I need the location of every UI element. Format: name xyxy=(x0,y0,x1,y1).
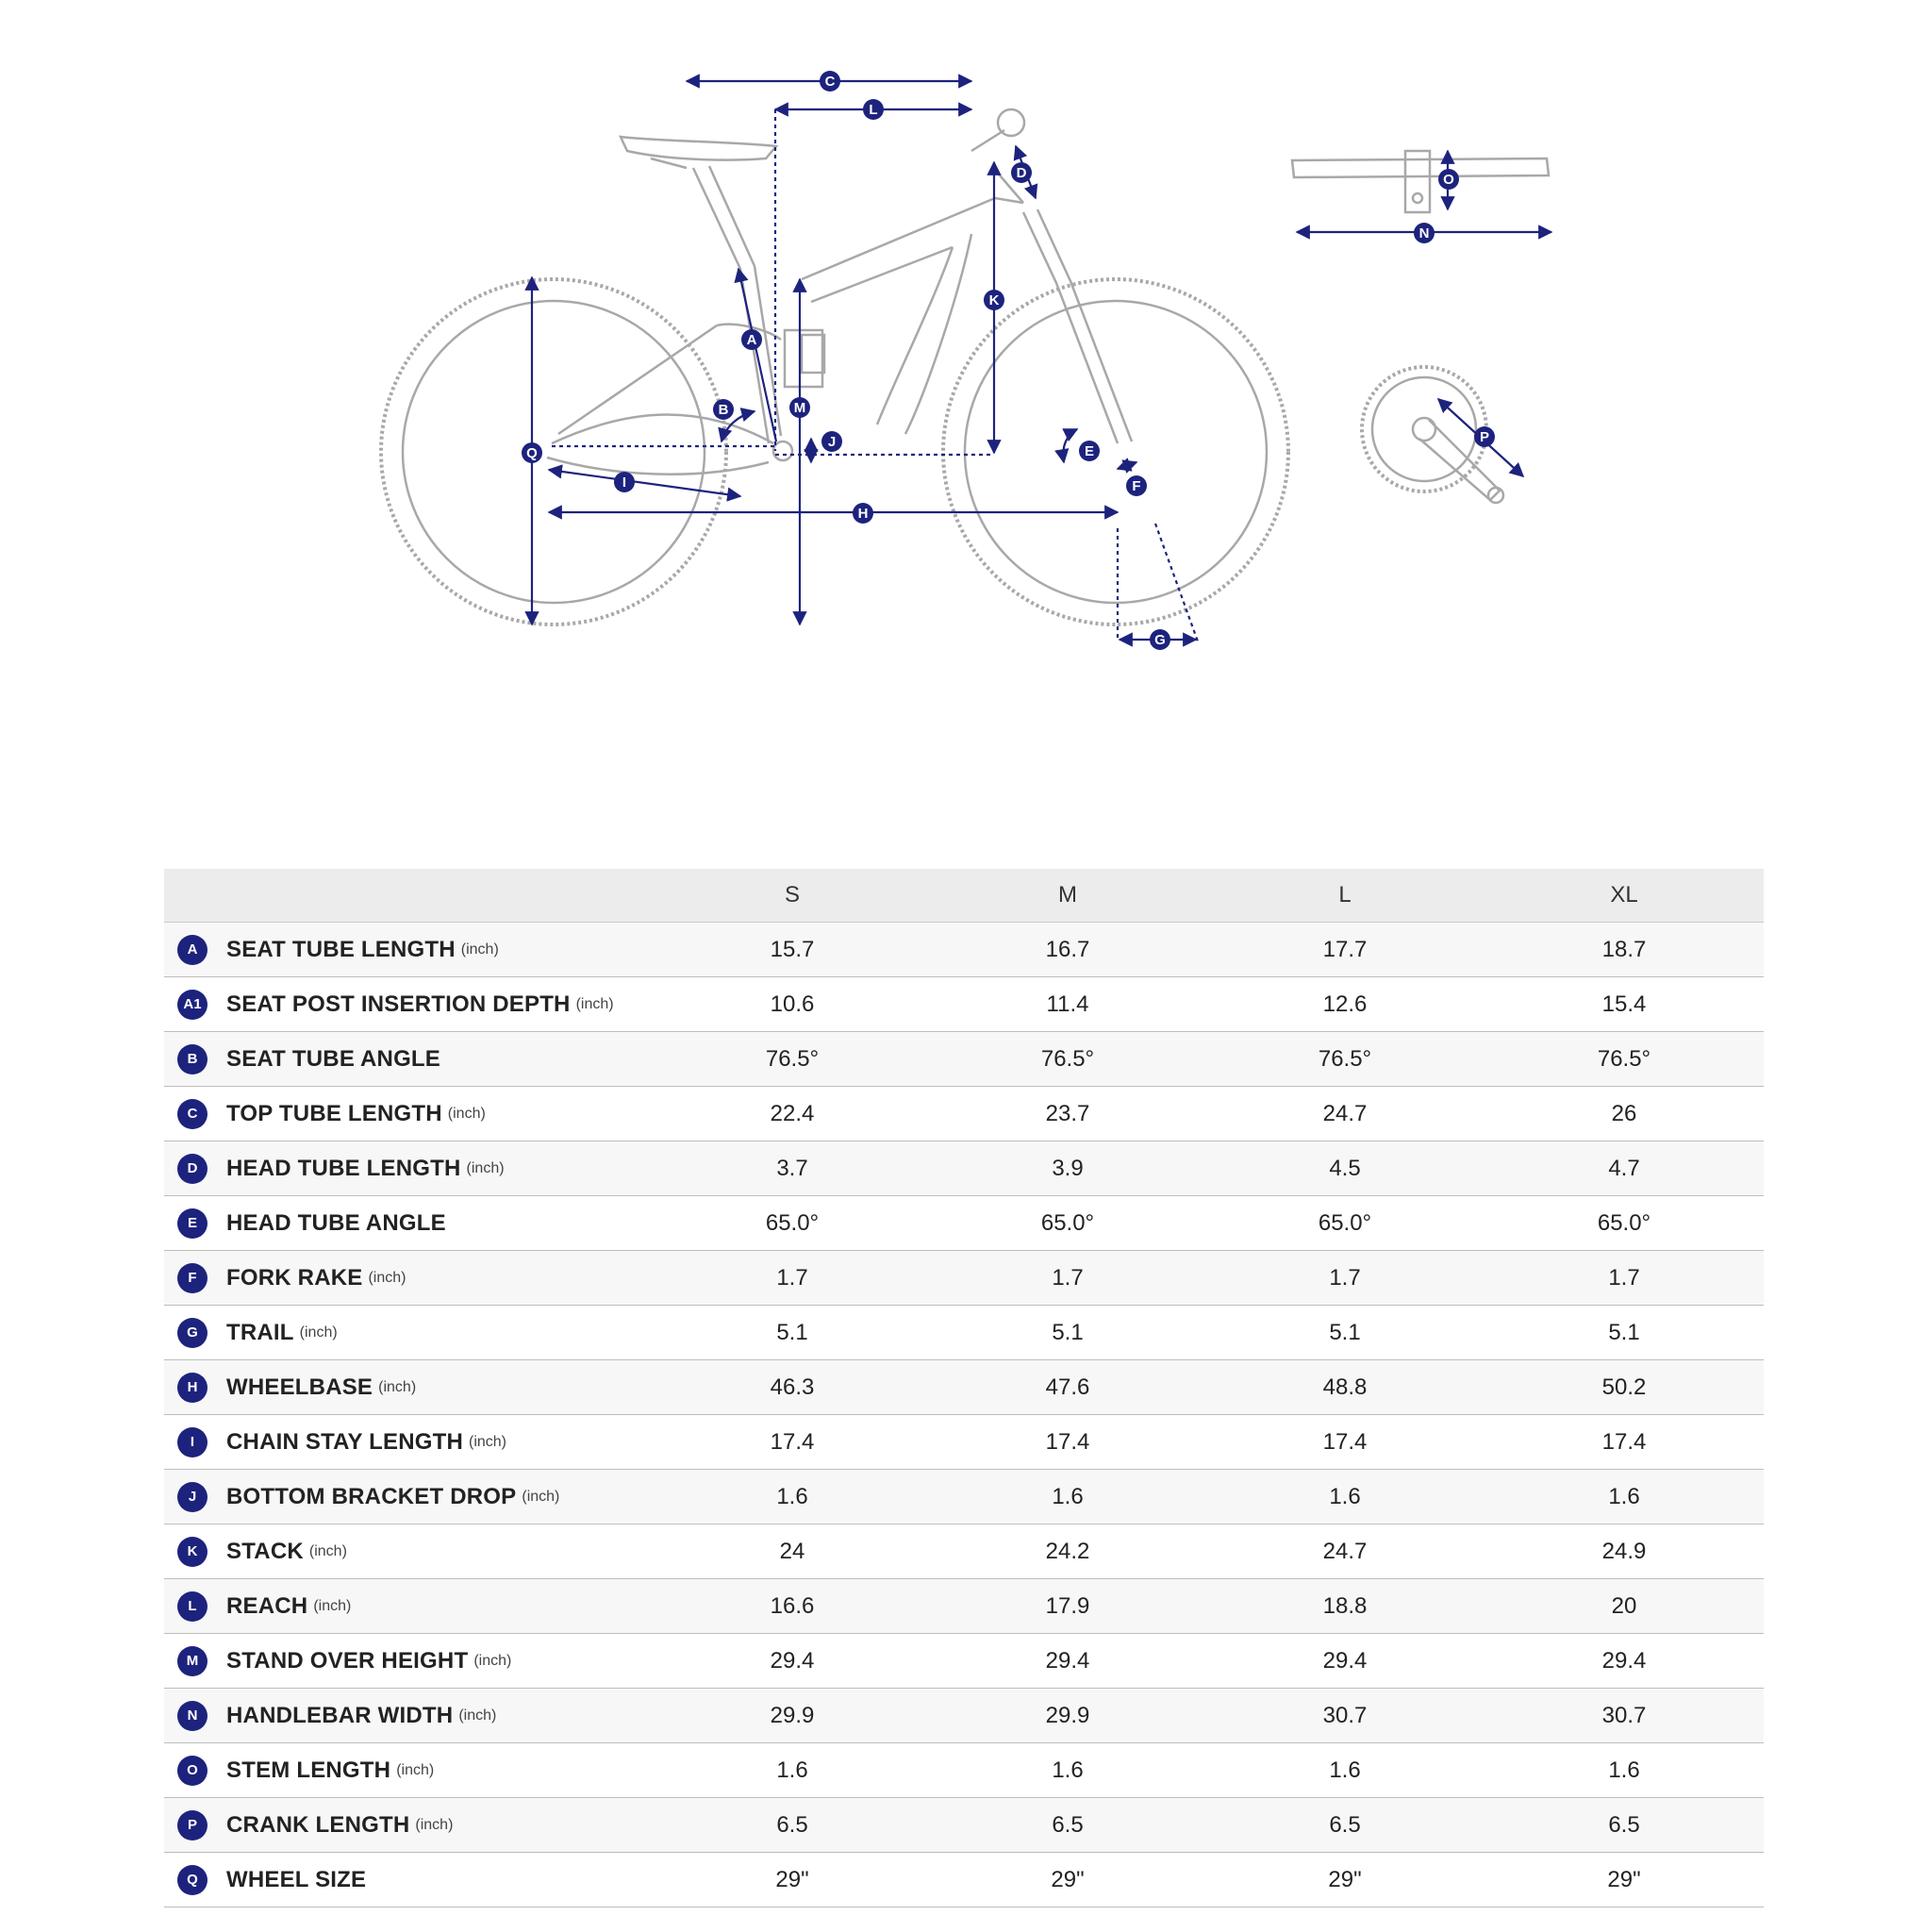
svg-text:A: A xyxy=(746,332,757,348)
measurement-code-badge: J xyxy=(177,1482,207,1512)
table-row xyxy=(164,1634,1764,1689)
measurement-unit: (inch) xyxy=(466,1159,505,1176)
svg-text:M: M xyxy=(793,400,806,416)
value-cell: 47.6 xyxy=(930,1360,1205,1415)
value-cell: 3.7 xyxy=(655,1141,930,1196)
svg-text:K: K xyxy=(988,292,1000,308)
value-cell: 1.7 xyxy=(1205,1251,1484,1306)
svg-text:F: F xyxy=(1132,478,1141,494)
size-header: M xyxy=(930,869,1205,923)
table-row xyxy=(164,1032,1764,1087)
label-l xyxy=(863,99,884,120)
value-cell: 15.4 xyxy=(1484,977,1764,1032)
value-cell: 12.6 xyxy=(1205,977,1484,1032)
measurement-label-cell xyxy=(164,1087,655,1141)
measurement-label-cell xyxy=(164,1634,655,1689)
table-row xyxy=(164,1853,1764,1907)
measurement-name: STAND OVER HEIGHT xyxy=(226,1647,469,1674)
value-cell: 17.7 xyxy=(1205,923,1484,977)
measurement-unit: (inch) xyxy=(396,1761,435,1778)
value-cell: 30.7 xyxy=(1484,1689,1764,1743)
measurement-unit: (inch) xyxy=(299,1324,338,1341)
measurement-unit: (inch) xyxy=(308,1542,347,1559)
measurement-name: WHEEL SIZE xyxy=(226,1866,367,1892)
svg-text:Q: Q xyxy=(526,445,538,461)
measurement-name: STACK xyxy=(226,1538,304,1564)
label-j xyxy=(821,431,842,452)
value-cell: 22.4 xyxy=(655,1087,930,1141)
label-m xyxy=(789,397,810,418)
table-row xyxy=(164,1141,1764,1196)
measurement-name: SEAT TUBE ANGLE xyxy=(226,1045,441,1072)
svg-text:D: D xyxy=(1016,165,1027,181)
label-g xyxy=(1150,629,1170,650)
measurement-unit: (inch) xyxy=(473,1652,512,1669)
measurement-label-cell xyxy=(164,977,655,1032)
measurement-label-cell xyxy=(164,1415,655,1470)
handlebar-detail xyxy=(1292,151,1549,212)
measurement-name: HEAD TUBE ANGLE xyxy=(226,1209,446,1236)
measurement-unit: (inch) xyxy=(458,1707,497,1724)
value-cell: 4.5 xyxy=(1205,1141,1484,1196)
measurement-name: REACH xyxy=(226,1592,308,1619)
label-f xyxy=(1126,475,1147,496)
value-cell: 18.8 xyxy=(1205,1579,1484,1634)
value-cell: 6.5 xyxy=(655,1798,930,1853)
measurement-name: SEAT TUBE LENGTH xyxy=(226,936,456,962)
measurement-label-cell xyxy=(164,1251,655,1306)
size-header: L xyxy=(1205,869,1484,923)
value-cell: 1.7 xyxy=(930,1251,1205,1306)
value-cell: 17.9 xyxy=(930,1579,1205,1634)
svg-text:C: C xyxy=(824,74,836,90)
measurement-name: SEAT POST INSERTION DEPTH xyxy=(226,991,571,1017)
value-cell: 6.5 xyxy=(1205,1798,1484,1853)
value-cell: 24.2 xyxy=(930,1524,1205,1579)
value-cell: 24 xyxy=(655,1524,930,1579)
svg-text:G: G xyxy=(1154,632,1166,648)
value-cell: 29" xyxy=(655,1853,930,1907)
label-p xyxy=(1474,426,1495,447)
bike-outline xyxy=(381,109,1288,625)
table-row xyxy=(164,1415,1764,1470)
value-cell: 1.7 xyxy=(655,1251,930,1306)
value-cell: 4.7 xyxy=(1484,1141,1764,1196)
label-e xyxy=(1079,441,1100,461)
label-k xyxy=(984,290,1004,310)
svg-text:P: P xyxy=(1479,429,1490,445)
measurement-label-cell xyxy=(164,1524,655,1579)
label-a xyxy=(741,329,762,350)
measurement-label-cell xyxy=(164,1743,655,1798)
measurement-unit: (inch) xyxy=(313,1597,352,1614)
measurement-label-cell xyxy=(164,1032,655,1087)
label-i xyxy=(614,472,635,492)
measurement-name: BOTTOM BRACKET DROP xyxy=(226,1483,517,1509)
value-cell: 1.6 xyxy=(655,1743,930,1798)
value-cell: 29.4 xyxy=(1205,1634,1484,1689)
measurement-code-badge: I xyxy=(177,1427,207,1457)
label-q xyxy=(522,442,542,463)
table-row xyxy=(164,1306,1764,1360)
table-row xyxy=(164,1743,1764,1798)
measurement-code-badge: A xyxy=(177,935,207,965)
table-row xyxy=(164,1196,1764,1251)
measurement-unit: (inch) xyxy=(575,995,614,1012)
measurement-unit: (inch) xyxy=(368,1269,406,1286)
measurement-code-badge: A1 xyxy=(177,990,207,1020)
table-row xyxy=(164,1689,1764,1743)
value-cell: 65.0° xyxy=(655,1196,930,1251)
value-cell: 29" xyxy=(1205,1853,1484,1907)
value-cell: 17.4 xyxy=(655,1415,930,1470)
measurement-name: CHAIN STAY LENGTH xyxy=(226,1428,463,1455)
measurement-code-badge: P xyxy=(177,1810,207,1840)
label-b xyxy=(713,399,734,420)
measurement-code-badge: C xyxy=(177,1099,207,1129)
measurement-name: STEM LENGTH xyxy=(226,1757,391,1783)
value-cell: 23.7 xyxy=(930,1087,1205,1141)
measurement-code-badge: L xyxy=(177,1591,207,1622)
table-header-row xyxy=(164,869,1764,923)
value-cell: 76.5° xyxy=(655,1032,930,1087)
measurement-label-cell xyxy=(164,1798,655,1853)
label-o xyxy=(1438,169,1459,190)
svg-text:L: L xyxy=(869,102,878,118)
value-cell: 5.1 xyxy=(1484,1306,1764,1360)
value-cell: 29" xyxy=(1484,1853,1764,1907)
value-cell: 29.9 xyxy=(655,1689,930,1743)
value-cell: 29.9 xyxy=(930,1689,1205,1743)
measurement-code-badge: B xyxy=(177,1044,207,1074)
value-cell: 24.7 xyxy=(1205,1087,1484,1141)
value-cell: 1.7 xyxy=(1484,1251,1764,1306)
value-cell: 6.5 xyxy=(1484,1798,1764,1853)
measurement-unit: (inch) xyxy=(522,1488,560,1505)
table-row xyxy=(164,1251,1764,1306)
size-header: S xyxy=(655,869,930,923)
value-cell: 5.1 xyxy=(655,1306,930,1360)
measurement-code-badge: E xyxy=(177,1208,207,1239)
value-cell: 1.6 xyxy=(1484,1743,1764,1798)
measurement-label-cell xyxy=(164,1853,655,1907)
svg-text:I: I xyxy=(622,475,627,491)
svg-text:O: O xyxy=(1443,172,1454,188)
measurement-label-cell xyxy=(164,1470,655,1524)
measurement-code-badge: H xyxy=(177,1373,207,1403)
measurement-unit: (inch) xyxy=(468,1433,506,1450)
measurement-label-cell xyxy=(164,1306,655,1360)
value-cell: 30.7 xyxy=(1205,1689,1484,1743)
label-d xyxy=(1011,162,1032,183)
value-cell: 17.4 xyxy=(930,1415,1205,1470)
bike-geometry-diagram xyxy=(0,0,1924,849)
svg-text:H: H xyxy=(857,506,869,522)
measurement-unit: (inch) xyxy=(447,1105,486,1122)
value-cell: 16.7 xyxy=(930,923,1205,977)
measurement-code-badge: G xyxy=(177,1318,207,1348)
table-row xyxy=(164,1524,1764,1579)
svg-text:B: B xyxy=(718,402,729,418)
value-cell: 1.6 xyxy=(1205,1470,1484,1524)
value-cell: 76.5° xyxy=(1484,1032,1764,1087)
label-h xyxy=(853,503,873,524)
value-cell: 24.9 xyxy=(1484,1524,1764,1579)
value-cell: 1.6 xyxy=(655,1470,930,1524)
table-body xyxy=(164,923,1764,1907)
value-cell: 24.7 xyxy=(1205,1524,1484,1579)
svg-text:J: J xyxy=(827,434,837,450)
measurement-unit: (inch) xyxy=(415,1816,454,1833)
measurement-label-cell xyxy=(164,1141,655,1196)
value-cell: 29.4 xyxy=(930,1634,1205,1689)
value-cell: 3.9 xyxy=(930,1141,1205,1196)
label-c xyxy=(820,71,840,92)
svg-text:E: E xyxy=(1084,443,1095,459)
value-cell: 76.5° xyxy=(1205,1032,1484,1087)
measurement-unit: (inch) xyxy=(460,941,499,958)
table-row xyxy=(164,1470,1764,1524)
value-cell: 16.6 xyxy=(655,1579,930,1634)
value-cell: 50.2 xyxy=(1484,1360,1764,1415)
table-row xyxy=(164,1360,1764,1415)
measurement-name: CRANK LENGTH xyxy=(226,1811,410,1838)
value-cell: 1.6 xyxy=(930,1470,1205,1524)
value-cell: 65.0° xyxy=(930,1196,1205,1251)
value-cell: 26 xyxy=(1484,1087,1764,1141)
value-cell: 1.6 xyxy=(1205,1743,1484,1798)
measurement-code-badge: O xyxy=(177,1756,207,1786)
value-cell: 29.4 xyxy=(1484,1634,1764,1689)
header-spacer xyxy=(164,869,655,923)
size-header: XL xyxy=(1484,869,1764,923)
table-row xyxy=(164,1087,1764,1141)
table-row xyxy=(164,1579,1764,1634)
measurement-code-badge: Q xyxy=(177,1865,207,1895)
value-cell: 46.3 xyxy=(655,1360,930,1415)
measurement-label-cell xyxy=(164,1196,655,1251)
value-cell: 29.4 xyxy=(655,1634,930,1689)
value-cell: 15.7 xyxy=(655,923,930,977)
value-cell: 48.8 xyxy=(1205,1360,1484,1415)
value-cell: 5.1 xyxy=(1205,1306,1484,1360)
measurement-name: FORK RAKE xyxy=(226,1264,363,1291)
svg-text:N: N xyxy=(1418,225,1430,242)
measurement-name: HANDLEBAR WIDTH xyxy=(226,1702,454,1728)
value-cell: 65.0° xyxy=(1205,1196,1484,1251)
dimension-lines xyxy=(532,81,1551,641)
measurement-label-cell xyxy=(164,1689,655,1743)
measurement-code-badge: D xyxy=(177,1154,207,1184)
value-cell: 11.4 xyxy=(930,977,1205,1032)
value-cell: 20 xyxy=(1484,1579,1764,1634)
value-cell: 5.1 xyxy=(930,1306,1205,1360)
table-row xyxy=(164,923,1764,977)
value-cell: 29" xyxy=(930,1853,1205,1907)
measurement-unit: (inch) xyxy=(378,1378,417,1395)
value-cell: 18.7 xyxy=(1484,923,1764,977)
measurement-name: WHEELBASE xyxy=(226,1374,373,1400)
value-cell: 65.0° xyxy=(1484,1196,1764,1251)
value-cell: 76.5° xyxy=(930,1032,1205,1087)
value-cell: 1.6 xyxy=(1484,1470,1764,1524)
measurement-code-badge: K xyxy=(177,1537,207,1567)
value-cell: 17.4 xyxy=(1205,1415,1484,1470)
measurement-code-badge: N xyxy=(177,1701,207,1731)
measurement-label-cell xyxy=(164,1579,655,1634)
label-n xyxy=(1414,223,1435,243)
measurement-name: HEAD TUBE LENGTH xyxy=(226,1155,461,1181)
measurement-code-badge: F xyxy=(177,1263,207,1293)
measurement-name: TOP TUBE LENGTH xyxy=(226,1100,442,1126)
value-cell: 6.5 xyxy=(930,1798,1205,1853)
value-cell: 10.6 xyxy=(655,977,930,1032)
table-row xyxy=(164,1798,1764,1853)
table-row xyxy=(164,977,1764,1032)
value-cell: 1.6 xyxy=(930,1743,1205,1798)
measurement-label-cell xyxy=(164,923,655,977)
measurement-code-badge: M xyxy=(177,1646,207,1676)
measurement-label-cell xyxy=(164,1360,655,1415)
geometry-table xyxy=(164,869,1764,1907)
value-cell: 17.4 xyxy=(1484,1415,1764,1470)
measurement-name: TRAIL xyxy=(226,1319,294,1345)
